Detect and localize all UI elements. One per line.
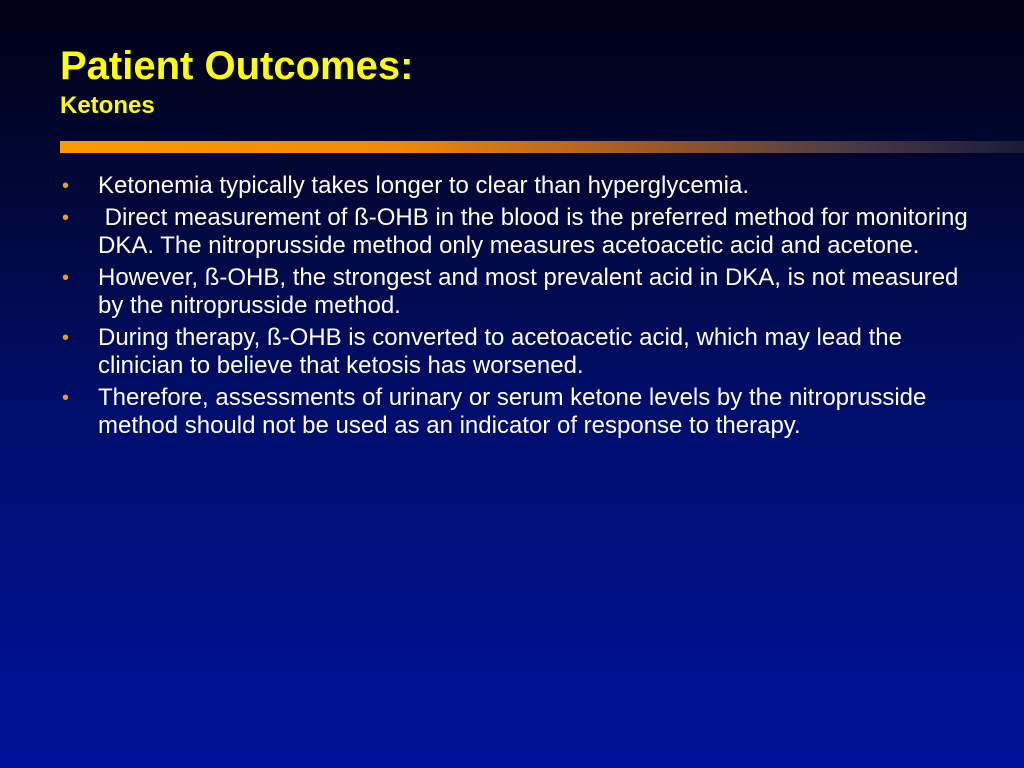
bullet-icon: •	[62, 327, 70, 349]
bullet-icon: •	[62, 387, 70, 409]
bullet-text: However, ß-OHB, the strongest and most prevalent acid in DKA, is not measured by the nitroprusside method.	[98, 264, 966, 319]
bullet-text: Ketonemia typically takes longer to clear than hyperglycemia.	[98, 172, 749, 199]
slide-title: Patient Outcomes:	[60, 44, 414, 88]
bullet-icon: •	[62, 175, 70, 197]
bullet-icon: •	[62, 267, 70, 289]
bullet-text: Therefore, assessments of urinary or serum ketone levels by the nitroprusside method should not be used as an indicator of response to therapy.	[98, 384, 934, 439]
bullet-list	[60, 172, 980, 444]
bullet-icon: •	[62, 207, 70, 229]
title-divider	[60, 141, 1024, 153]
bullet-item	[60, 384, 980, 440]
bullet-item	[60, 172, 980, 200]
bullet-text: Direct measurement of ß-OHB in the blood is the preferred method for monitoring DKA. The nitroprusside method only measures acetoacetic acid and acetone.	[98, 204, 975, 259]
bullet-item	[60, 324, 980, 380]
slide-subtitle: Ketones	[60, 92, 155, 119]
bullet-text: During therapy, ß-OHB is converted to acetoacetic acid, which may lead the clinician to believe that ketosis has worsened.	[98, 324, 909, 379]
bullet-item	[60, 264, 980, 320]
bullet-item	[60, 204, 980, 260]
